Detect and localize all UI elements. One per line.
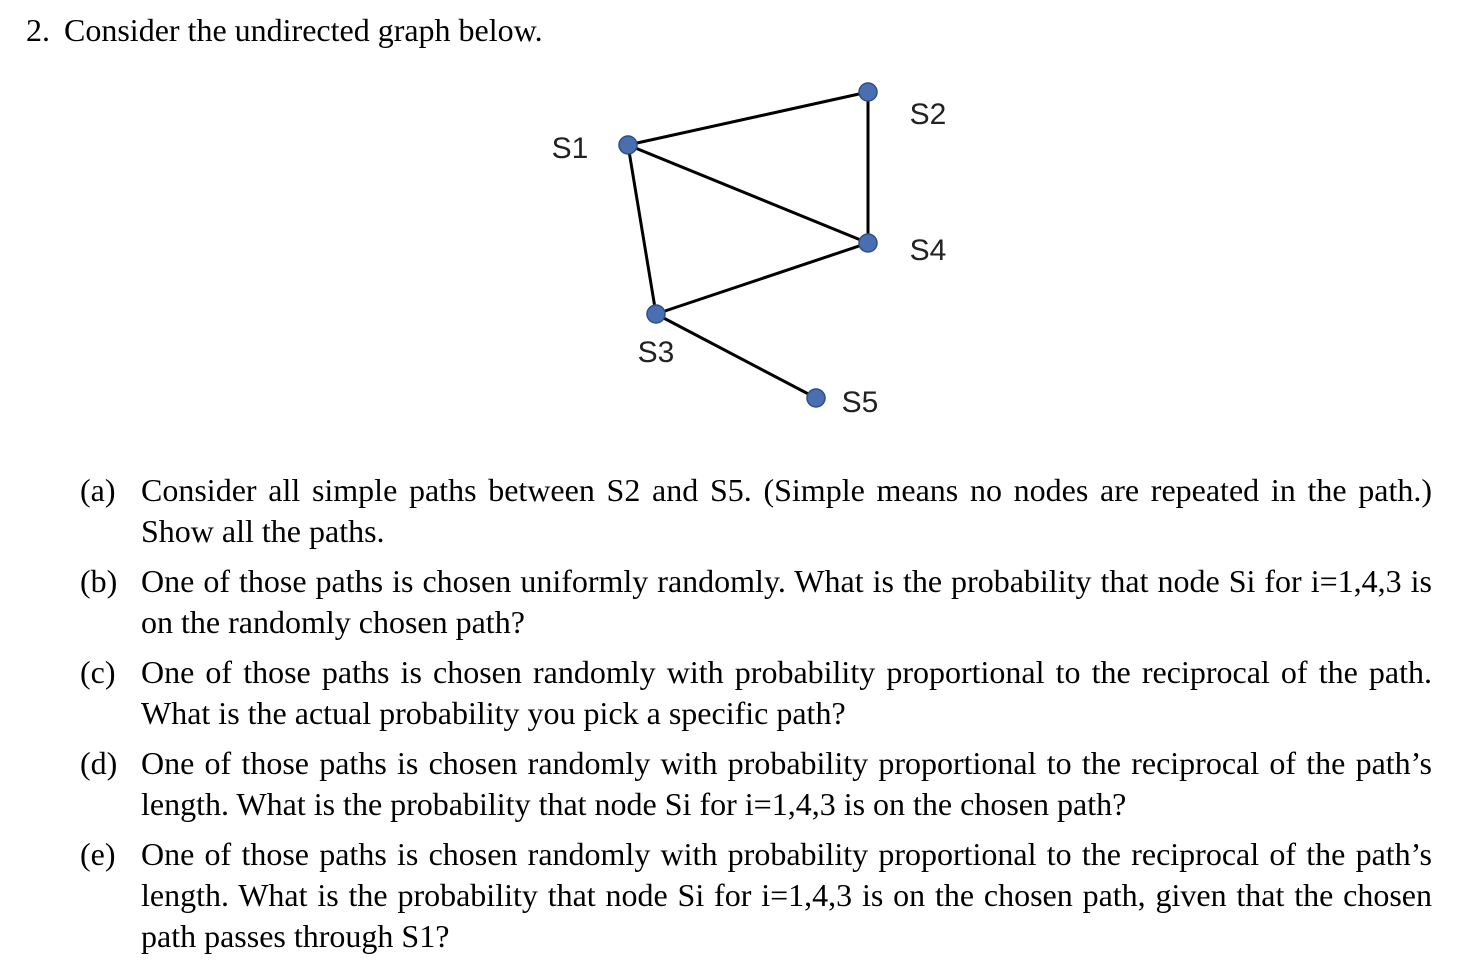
edge-s1-s4 [628,145,868,243]
part-text: One of those paths is chosen randomly with probability proportional to the reciprocal of the path. What is the actual probability you pick a specific path? [141,654,1432,731]
edge-s3-s4 [656,243,868,314]
part-label: (a) [80,472,116,508]
part-text: Consider all simple paths between S2 and S5. (Simple means no nodes are repeated in the path.) Show all the paths. [141,472,1432,549]
part-c [80,652,1432,734]
part-a [80,470,1432,552]
node-label-s3: S3 [637,336,675,369]
question-number: 2. [26,12,50,48]
node-s2 [859,83,877,101]
node-s3 [647,305,665,323]
node-s5 [807,389,825,407]
node-label-s1: S1 [551,132,589,165]
question-parts [80,470,1432,966]
part-label: (c) [80,654,116,690]
node-s4 [859,234,877,252]
part-label: (b) [80,563,118,599]
part-label: (e) [80,836,116,872]
edge-s1-s3 [628,145,656,314]
node-label-s5: S5 [841,386,879,419]
part-text: One of those paths is chosen randomly with probability proportional to the reciprocal of the path’s length. What is the probability that node Si for i=1,4,3 is on the chosen path, given that the chosen path passes through S1? [141,836,1432,954]
node-s1 [619,136,637,154]
edge-s3-s5 [656,314,816,398]
question-prompt: Consider the undirected graph below. [64,12,543,48]
graph-node-labels [552,98,947,419]
part-e [80,834,1432,957]
graph-diagram [0,0,1482,460]
part-text: One of those paths is chosen uniformly randomly. What is the probability that node Si for i=1,4,3 is on the randomly chosen path? [141,563,1432,640]
part-label: (d) [80,745,118,781]
part-b [80,561,1432,643]
node-label-s2: S2 [909,98,947,131]
part-text: One of those paths is chosen randomly with probability proportional to the reciprocal of the path’s length. What is the probability that node Si for i=1,4,3 is on the chosen path? [141,745,1432,822]
edge-s1-s2 [628,92,868,145]
part-d [80,743,1432,825]
node-label-s4: S4 [909,234,947,267]
